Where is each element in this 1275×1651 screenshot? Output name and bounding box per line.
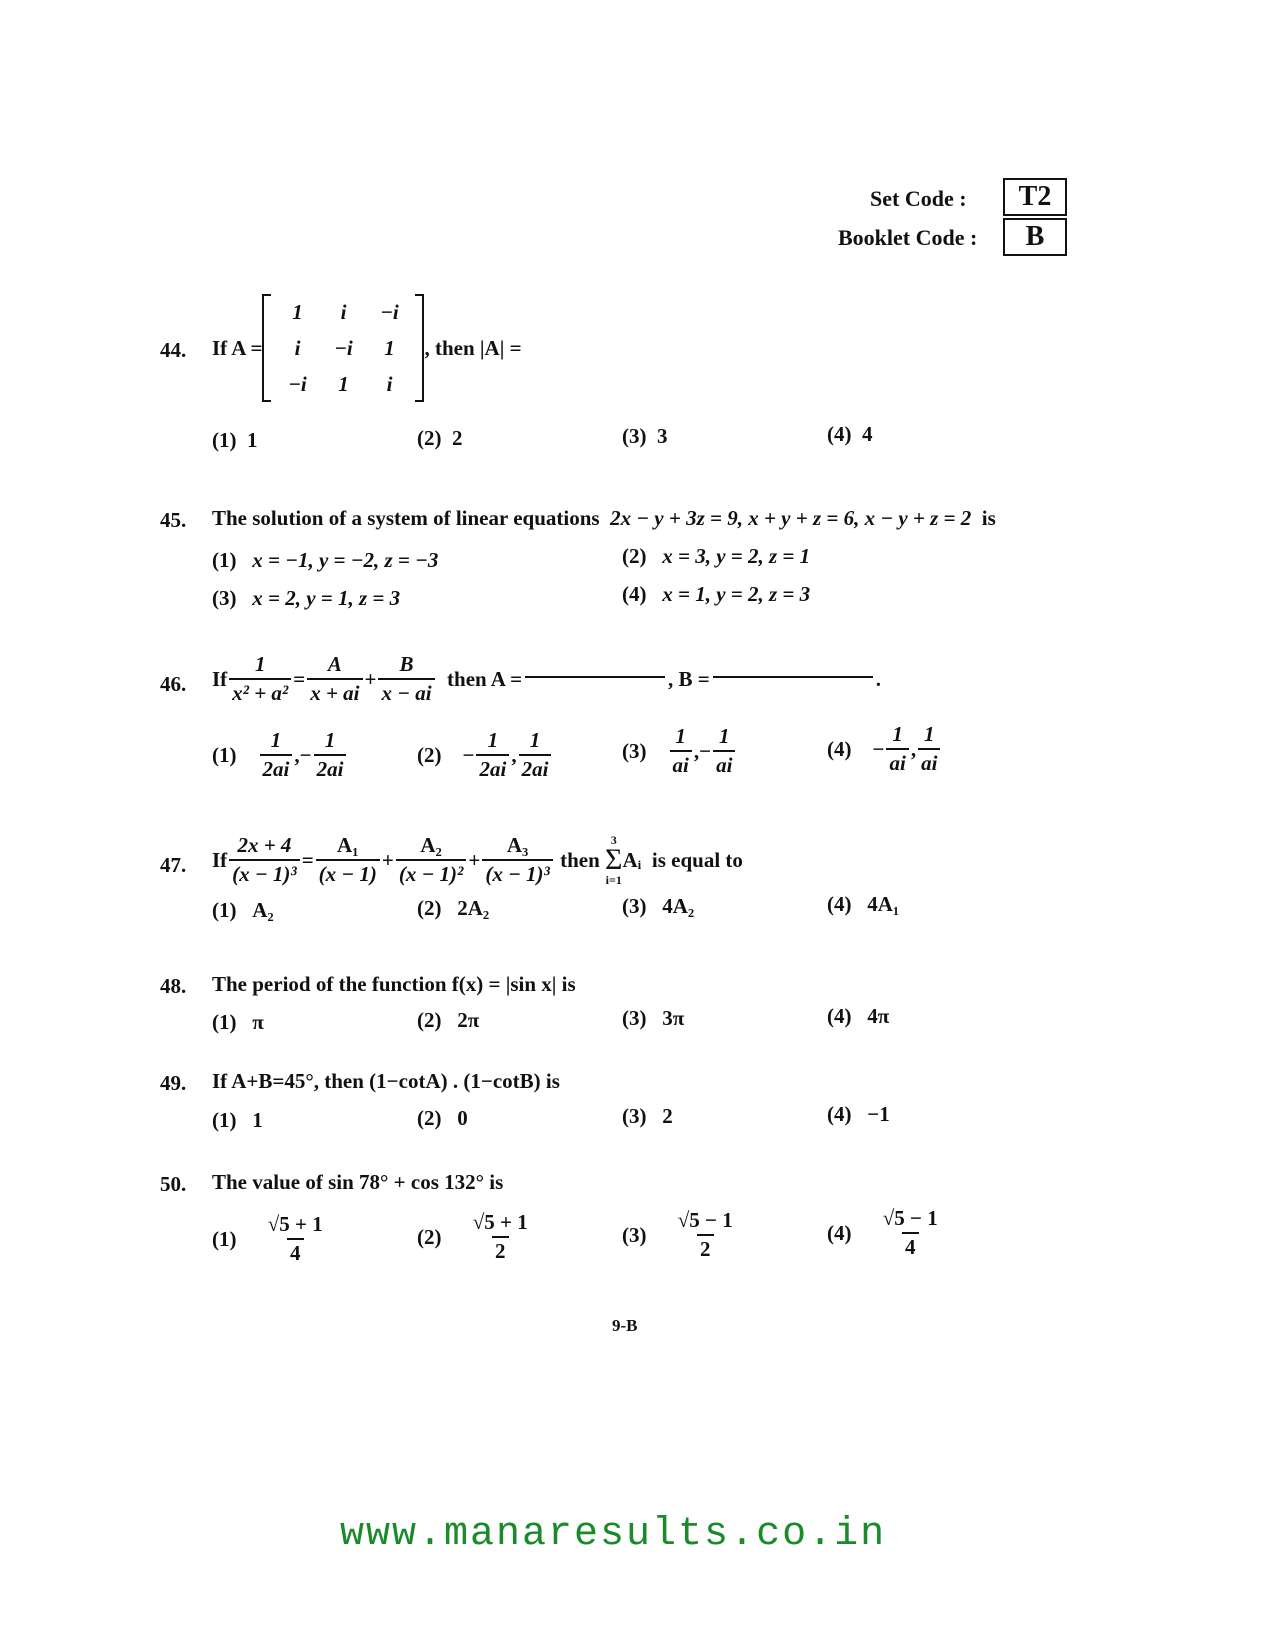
option-1: (1) π [212, 1010, 264, 1034]
set-code-label: Set Code : [870, 186, 967, 211]
page-number: 9-B [612, 1316, 638, 1335]
option-3: (3) $\frac{1}{ai}$ , − $\frac{1}{ai}$ [622, 724, 737, 778]
question-48-stem: The period of the function f(x) = |sin x| is [212, 972, 576, 996]
question-46-stem: If $\frac{1}{\text{x² + a²}}$ = $\frac{A}{x + ai}$ + $\frac{B}{x - ai}$ then A = , B = . [212, 652, 882, 705]
set-code-value: T2 [1003, 178, 1067, 216]
option-1: (1) $\frac{1}{2ai}$ , − $\frac{1}{2ai}$ [212, 728, 348, 782]
question-number: 48. [160, 974, 187, 998]
option-2: (2) 2π [417, 1008, 480, 1032]
option-4: (4) x = 1, y = 2, z = 3 [622, 582, 811, 606]
option-2: (2) 2A₂ [417, 896, 490, 920]
matrix-cell: i [340, 299, 347, 324]
option-2: (2) − $\frac{1}{2ai}$ , $\frac{1}{2ai}$ [417, 728, 553, 782]
question-47-stem: If $\frac{2x + 4}{\text{(x − 1)³}}$ = $\frac{\text{A₁}}{(x - 1)}$ + $\frac{\text{A₂}}{\text{(x − 1)²}}$ + $\frac{\text{A₃}}{\text{(x − 1)³}}$ then 3 Σ i=1 Aᵢ is equal to [212, 833, 743, 887]
option-2: (2) x = 3, y = 2, z = 1 [622, 544, 811, 568]
website-url[interactable]: www.manaresults.co.in [340, 1512, 887, 1557]
matrix-cell: 1 [292, 299, 303, 324]
matrix-cell: 1 [338, 371, 349, 396]
question-50-stem: The value of sin 78° + cos 132° is [212, 1170, 504, 1194]
question-number: 44. [160, 338, 187, 362]
answer-blank [713, 674, 873, 678]
option-2: (2) $\frac{√5 + 1}{2}$ [417, 1210, 528, 1263]
option-4: (4) −1 [827, 1102, 890, 1126]
question-44-stem [212, 300, 522, 396]
question-44-lead: If A = [212, 335, 263, 360]
question-45-equations: 2x − y + 3z = 9, x + y + z = 6, x − y + z = 2 [610, 506, 972, 530]
option-1: (1) 1 [212, 428, 258, 452]
matrix-cell: −i [334, 335, 353, 360]
option-3: (3) 3π [622, 1006, 685, 1030]
option-4: (4) 4π [827, 1004, 890, 1028]
option-3: (3) 3 [622, 424, 668, 448]
matrix-cell: i [386, 371, 393, 396]
option-3: (3) 2 [622, 1104, 673, 1128]
option-4: (4) 4 [827, 422, 873, 446]
option-4: (4) 4A₁ [827, 892, 900, 916]
option-3: (3) $\frac{√5 - 1}{2}$ [622, 1208, 733, 1261]
option-4: (4) − $\frac{1}{ai}$ , $\frac{1}{ai}$ [827, 722, 942, 776]
option-1: (1) A₂ [212, 898, 274, 922]
question-number: 45. [160, 508, 187, 532]
question-number: 47. [160, 853, 187, 877]
matrix-cell: 1 [384, 335, 395, 360]
option-1: (1) $\frac{√5 + 1}{4}$ [212, 1212, 323, 1265]
booklet-code-label: Booklet Code : [838, 225, 978, 250]
summation-symbol: 3 Σ i=1 [605, 833, 623, 887]
question-44-tail: , then |A| = [424, 335, 522, 360]
question-49-stem: If A+B=45°, then (1−cotA) . (1−cotB) is [212, 1069, 560, 1093]
question-45-stem: The solution of a system of linear equations 2x − y + 3z = 9, x + y + z = 6, x − y + z = 2 is [212, 506, 996, 530]
booklet-code-value: B [1003, 218, 1067, 256]
matrix-cell: −i [380, 299, 399, 324]
question-number: 46. [160, 672, 187, 696]
option-3: (3) x = 2, y = 1, z = 3 [212, 586, 401, 610]
option-2: (2) 0 [417, 1106, 468, 1130]
option-3: (3) 4A₂ [622, 894, 695, 918]
option-2: (2) 2 [417, 426, 463, 450]
answer-blank [525, 674, 665, 678]
option-1: (1) x = −1, y = −2, z = −3 [212, 548, 439, 572]
matrix-cell: −i [288, 371, 307, 396]
option-4: (4) $\frac{√5 - 1}{4}$ [827, 1206, 938, 1259]
question-number: 49. [160, 1071, 187, 1095]
question-number: 50. [160, 1172, 187, 1196]
option-1: (1) 1 [212, 1108, 263, 1132]
matrix-a [262, 294, 424, 402]
matrix-cell: i [294, 335, 301, 360]
